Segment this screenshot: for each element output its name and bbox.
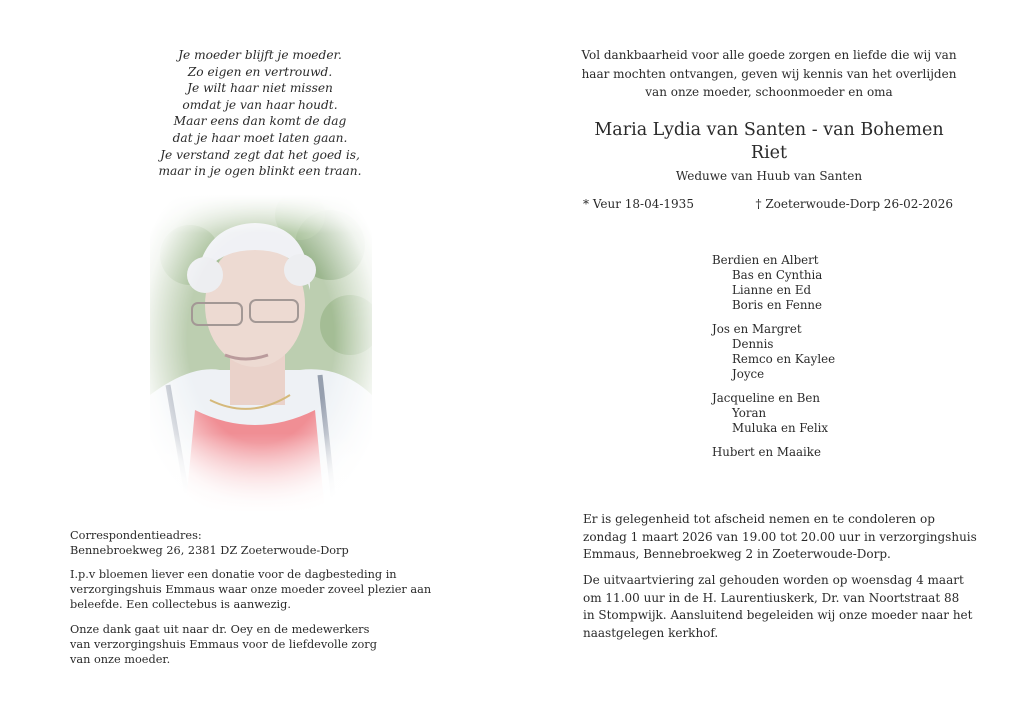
poem-line: Je wilt haar niet missen (187, 81, 333, 96)
family-group (712, 391, 835, 436)
thanks-note (70, 622, 420, 667)
funeral-line: De uitvaartviering zal gehouden worden op woensdag 4 maart (583, 573, 964, 587)
correspondence-address (70, 528, 420, 558)
family-child: Remco en Kaylee (732, 352, 836, 366)
funeral-line: in Stompwijk. Aansluitend begeleiden wij onze moeder naar het (583, 608, 973, 622)
funeral-info (583, 572, 973, 642)
poem-line: Je verstand zegt dat het goed is, (160, 147, 360, 162)
donation-note (70, 567, 432, 612)
poem-line: omdat je van haar houdt. (182, 97, 338, 112)
family-head: Jos en Margret (712, 322, 802, 336)
nickname: Riet (750, 143, 788, 163)
farewell-info (583, 511, 977, 564)
poem-line: maar in je ogen blinkt een traan. (158, 164, 362, 179)
deceased-name (575, 119, 963, 165)
intro-line: haar mochten ontvangen, geven wij kennis van het overlijden (581, 66, 957, 81)
family-head: Hubert en Maaike (712, 445, 821, 459)
portrait-photo (150, 195, 372, 513)
farewell-line: zondag 1 maart 2026 van 19.00 tot 20.00 uur in verzorgingshuis (583, 529, 977, 544)
family-group (712, 445, 835, 460)
birth-info: * Veur 18-04-1935 (583, 197, 694, 211)
poem-line: Zo eigen en vertrouwd. (187, 64, 333, 79)
donation-line: verzorgingshuis Emmaus waar onze moeder zoveel plezier aan (70, 583, 432, 596)
donation-line: beleefde. Een collectebus is aanwezig. (70, 598, 291, 611)
family-group (712, 253, 835, 313)
thanks-line: van verzorgingshuis Emmaus voor de liefdevolle zorg (70, 638, 377, 651)
thanks-line: van onze moeder. (70, 653, 171, 666)
family-child: Muluka en Felix (732, 421, 829, 435)
funeral-line: om 11.00 uur in de H. Laurentiuskerk, Dr. van Noortstraat 88 (583, 590, 960, 605)
farewell-line: Emmaus, Bennebroekweg 2 in Zoeterwoude-Dorp. (583, 547, 891, 561)
family-child: Yoran (732, 406, 767, 420)
family-child: Lianne en Ed (732, 283, 812, 297)
thanks-line: Onze dank gaat uit naar dr. Oey en de medewerkers (70, 623, 370, 636)
correspondence-address-line: Bennebroekweg 26, 2381 DZ Zoeterwoude-Dorp (70, 544, 349, 557)
poem-line: Maar eens dan komt de dag (173, 114, 347, 129)
family-child: Bas en Cynthia (732, 268, 823, 282)
family-head: Berdien en Albert (712, 253, 819, 267)
poem-line: dat je haar moet laten gaan. (172, 130, 348, 145)
intro-line: van onze moeder, schoonmoeder en oma (645, 85, 893, 99)
intro-line: Vol dankbaarheid voor alle goede zorgen en liefde die wij van (581, 48, 957, 62)
poem-line: Je moeder blijft je moeder. (178, 48, 342, 62)
family-head: Jacqueline en Ben (712, 391, 820, 405)
family-child: Dennis (732, 337, 774, 351)
family-group (712, 322, 835, 382)
widow-of: Weduwe van Huub van Santen (675, 169, 863, 183)
family-list (712, 253, 835, 469)
farewell-line: Er is gelegenheid tot afscheid nemen en te condoleren op (583, 512, 935, 526)
portrait-photo-icon (150, 195, 372, 513)
full-name: Maria Lydia van Santen - van Bohemen (594, 120, 944, 140)
death-info: † Zoeterwoude-Dorp 26-02-2026 (755, 197, 953, 211)
announcement-intro (575, 46, 963, 102)
correspondence-label: Correspondentieadres: (70, 529, 202, 542)
funeral-line: naastgelegen kerkhof. (583, 625, 719, 640)
family-child: Joyce (732, 367, 765, 381)
poem (100, 47, 420, 180)
family-child: Boris en Fenne (732, 298, 823, 312)
donation-line: I.p.v bloemen liever een donatie voor de dagbesteding in (70, 568, 397, 581)
